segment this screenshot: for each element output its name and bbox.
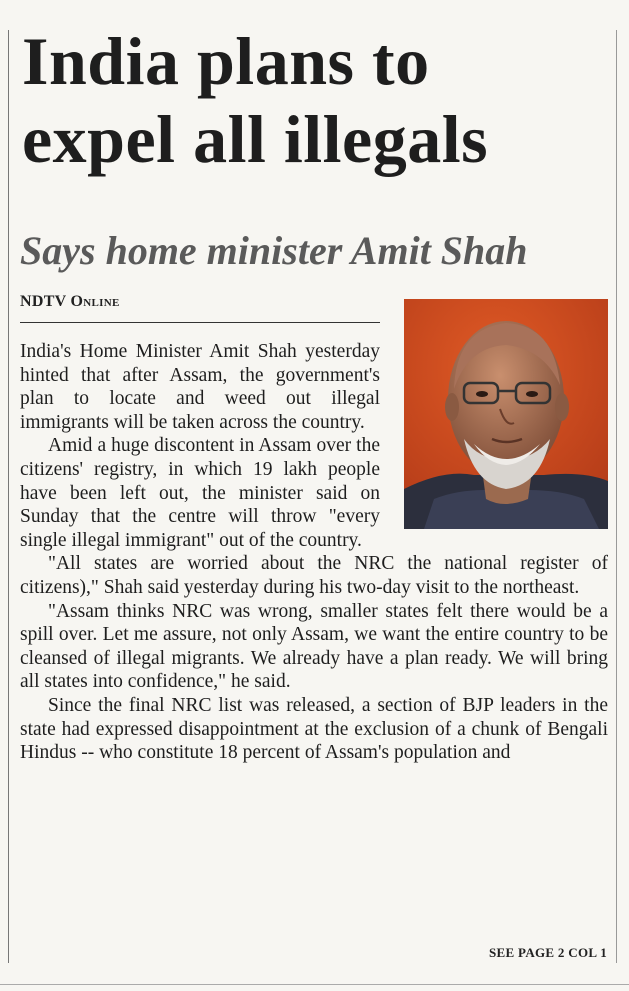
headline-line-1: India plans to bbox=[22, 23, 430, 99]
paragraph-2: Amid a huge discontent in Assam over the citizens' registry, in which 19 lakh people have been left out, the minister said on Sunday that the centre will throw "every single illegal immigrant" out of the country. bbox=[20, 435, 380, 551]
right-column-rule bbox=[616, 30, 617, 963]
paragraph-5: Since the final NRC list was released, a section of BJP leaders in the state had expressed disappointment at the exclusion of a chunk of Bengali Hindus -- who constitute 18 percent of Assam's population and bbox=[20, 694, 608, 764]
bottom-rule bbox=[0, 984, 629, 985]
paragraph-3: "All states are worried about the NRC the national register of citizens)," Shah said yesterday during his two-day visit to the northeast. bbox=[20, 553, 608, 598]
left-column-rule bbox=[8, 30, 9, 963]
byline-rule bbox=[20, 322, 380, 323]
photo-wrap-spacer bbox=[380, 340, 608, 532]
headline-line-2: expel all illegals bbox=[22, 101, 489, 177]
headline bbox=[22, 22, 612, 178]
article-body bbox=[20, 340, 608, 765]
paragraph-1: India's Home Minister Amit Shah yesterday hinted that after Assam, the government's plan to locate and weed out illegal immigrants will be taken across the country. bbox=[20, 341, 380, 433]
byline: NDTV Online bbox=[20, 293, 120, 310]
subheadline: Says home minister Amit Shah bbox=[20, 228, 528, 273]
continuation-note[interactable]: SEE PAGE 2 COL 1 bbox=[489, 945, 607, 960]
paragraph-4: "Assam thinks NRC was wrong, smaller states felt there would be a spill over. Let me assure, not only Assam, we want the entire country to be cleansed of illegal migrants. We already have a plan ready. We will bring all states into confidence," he said. bbox=[20, 600, 608, 693]
